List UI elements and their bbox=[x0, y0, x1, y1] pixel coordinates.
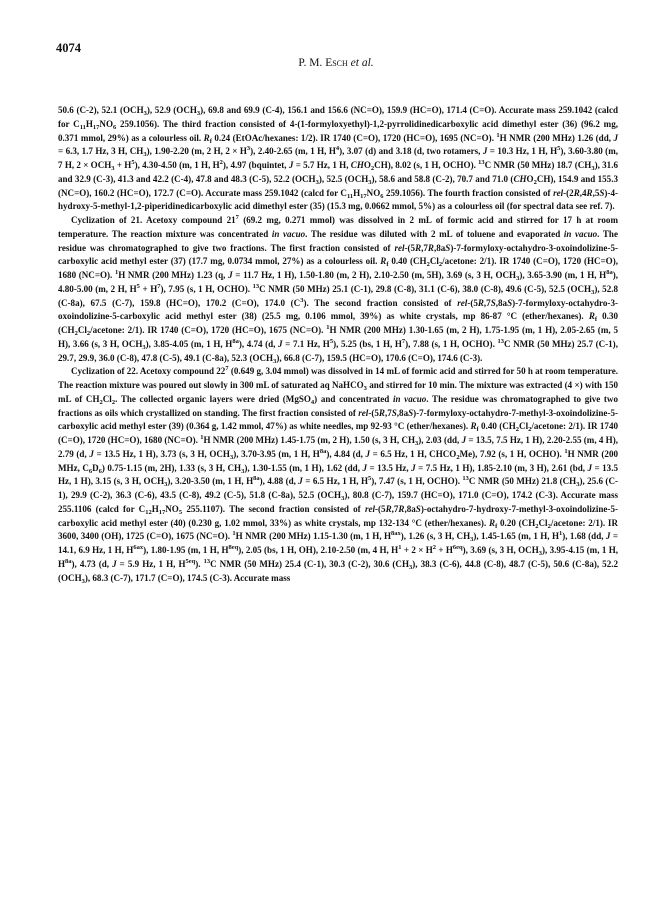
text-run: 2 bbox=[456, 453, 460, 461]
text-run: rel bbox=[358, 407, 369, 418]
text-run: (25.5 mg, 0.106 mmol, 39%) as white crystals, mp 86-87 °C (ether/hexanes). bbox=[256, 311, 589, 322]
text-run: Cl bbox=[77, 325, 87, 335]
text-run: (0.230 g, 1.02 mmol, 33%) as white crystals, mp 132-134 °C (ether/hexanes). bbox=[185, 517, 490, 528]
text-run: Cl bbox=[538, 517, 548, 528]
text-run: 2 bbox=[533, 178, 537, 186]
text-run: = 13.5 Hz, 1 H), 3.15 (s, 3 H, OCH bbox=[58, 462, 618, 487]
text-run: + 2 × H bbox=[401, 545, 433, 555]
text-run: ). bbox=[195, 558, 204, 569]
text-run: 3 bbox=[142, 343, 146, 351]
text-run: 5 bbox=[557, 145, 561, 153]
text-run: 1 bbox=[398, 544, 402, 551]
text-run: 1 bbox=[232, 530, 236, 538]
text-run: ,7 bbox=[391, 503, 399, 514]
text-run: ), 3.20-3.50 (m, 1 H, H bbox=[167, 476, 254, 487]
text-run: (69.2 mg, 0.271 mmol) was dissolved in 2 mL of formic acid and stirred for 17 h at room temperature. The reaction mixture was concentrated bbox=[58, 215, 618, 239]
text-run: S bbox=[391, 407, 397, 418]
text-run: 3 bbox=[143, 151, 147, 159]
text-run: H NMR (200 MHz) 1.26 (dd, bbox=[499, 132, 614, 143]
text-run: 3 bbox=[273, 357, 277, 365]
text-run: R bbox=[378, 407, 385, 418]
text-run: 3 bbox=[300, 296, 304, 304]
text-run: R bbox=[489, 517, 496, 528]
text-run: 0.40 (CH bbox=[388, 256, 427, 267]
text-run: 3 bbox=[415, 440, 419, 447]
text-run: 7 bbox=[157, 282, 161, 290]
text-run: ,8a bbox=[396, 407, 409, 418]
text-run: 3 bbox=[111, 165, 115, 172]
text-run: ,8a bbox=[433, 242, 446, 253]
text-run: and stirred for 10 min. The mixture was extracted (4 ×) with 150 mL of CH bbox=[58, 380, 618, 404]
text-run: R bbox=[586, 187, 593, 198]
text-run: -(5 bbox=[368, 407, 379, 418]
text-run: 6ax bbox=[133, 544, 144, 551]
text-run: H bbox=[353, 187, 361, 198]
text-run: 2 bbox=[528, 426, 532, 434]
text-run: H NMR (200 MHz) 1.30-1.65 (m, 2 H), 1.75-1.95 (m, 1 H), 2.05-2.65 (m, 5 H), 3.66 (s, 3 H, OCH bbox=[58, 325, 618, 349]
text-run: O bbox=[363, 160, 371, 170]
text-run: H bbox=[85, 118, 93, 129]
text-run: C NMR (50 MHz) 25.1 (C-1), 29.8 (C-8), 31.1 (C-6), 38.0 (C-8), 49.6 (C-5), 52.5 (OCH bbox=[259, 283, 592, 294]
text-run: 2 bbox=[111, 398, 116, 406]
text-run: Cl bbox=[102, 393, 112, 404]
text-run: ), 2.05 (bs, 1 H, OH), 2.10-2.50 (m, 4 H, H bbox=[238, 545, 399, 555]
text-run: 8a bbox=[232, 337, 239, 345]
text-run: = 7.5 Hz, 1 H), 1.85-2.10 (m, 3 H), 2.61 (bd, bbox=[415, 462, 588, 473]
text-run: 5 bbox=[178, 508, 183, 516]
text-run: 2 bbox=[515, 426, 520, 434]
text-run: R bbox=[385, 503, 392, 514]
text-run: 6 bbox=[98, 467, 102, 475]
text-run: . The residue was chromatographed to give two fractions as oils which crystallized on standing. The first fraction consisted of bbox=[58, 393, 618, 418]
text-run: )-7-formyloxy-octahydro-3-oxoindolizine-5-carboxylic acid methyl ester (38) bbox=[58, 297, 618, 322]
text-run: ), 5.25 (bs, 1 H, H bbox=[333, 338, 402, 349]
text-run: 6 bbox=[113, 123, 117, 131]
paragraph-cyclization-22 bbox=[58, 365, 618, 585]
text-run: 3 bbox=[470, 536, 474, 544]
text-run: 13 bbox=[252, 282, 260, 290]
text-run: ,7 bbox=[384, 407, 392, 418]
text-run: 5eq bbox=[185, 557, 196, 565]
text-run: 2 bbox=[370, 165, 375, 172]
text-run: 8ax bbox=[391, 530, 401, 538]
text-run: rel bbox=[394, 242, 405, 253]
text-run: 7 bbox=[401, 337, 406, 345]
page-number: 4074 bbox=[56, 41, 81, 55]
text-run: ), 4.74 (d, bbox=[238, 338, 279, 349]
text-run: 2 bbox=[547, 522, 551, 530]
text-run: 4 bbox=[335, 145, 340, 153]
text-run: 2 bbox=[219, 159, 223, 166]
text-run: 21 bbox=[226, 215, 236, 225]
text-run: ,5 bbox=[592, 187, 600, 198]
text-run: 0.30 (CH bbox=[58, 311, 618, 335]
et-al: et al. bbox=[347, 57, 374, 69]
text-run: 3 bbox=[363, 385, 367, 392]
text-run: ), 3.85-4.05 (m, 1 H, H bbox=[145, 338, 233, 349]
text-run: 3 bbox=[196, 110, 201, 117]
text-run: ,8a bbox=[495, 297, 508, 308]
text-run: 12 bbox=[145, 508, 152, 516]
text-run: ), 80.8 (C-7), 159.7 (HC=O), 171.0 (C=O), 174.2 (C-3). Accurate mass 255.1106 (calcd for C bbox=[58, 490, 618, 514]
text-run: 2 bbox=[426, 261, 430, 269]
text-run: 1 bbox=[326, 324, 330, 331]
author-initials: P. M. bbox=[298, 57, 326, 69]
text-run: 8a bbox=[319, 447, 327, 455]
text-run: f bbox=[386, 261, 389, 269]
text-run: (0.364 g, 1.42 mmol, 47%) as white needles, mp 92-93 °C (ether/hexanes). bbox=[183, 421, 471, 432]
text-run: J bbox=[288, 160, 294, 170]
text-run: ), 7.88 (s, 1 H, OCHO). bbox=[405, 338, 498, 349]
text-run: 17 bbox=[360, 192, 367, 200]
text-run: f bbox=[594, 316, 598, 324]
text-run: ), 3.60-3.80 (m, 7 H, 2 × OCH bbox=[58, 146, 618, 170]
text-run: -(5 bbox=[375, 503, 386, 514]
text-run: ), 1.45-1.65 (m, 1 H, H bbox=[473, 531, 559, 542]
text-run: Me), 7.92 (s, 1 H, OCHO). bbox=[459, 448, 565, 459]
text-run: = 6.5 Hz, 1 H, H bbox=[302, 476, 368, 487]
text-run: (0.649 g, 3.04 mmol) was dissolved in 14 mL of formic acid and stirred for 50 h at room temperature. The reaction mixture was poured out slowly in 300 mL of saturated aq NaHCO bbox=[58, 366, 618, 390]
text-run: /acetone: 2/1). IR 3600, 3400 (OH), 1725 (C=O), 1675 (NC=O). bbox=[58, 517, 618, 542]
text-run: + H bbox=[139, 283, 158, 294]
text-run: ), 52.9 (OCH bbox=[146, 105, 197, 115]
text-run: 3 bbox=[516, 275, 520, 282]
text-run: R bbox=[573, 187, 580, 198]
text-run: ), 3.65-3.90 (m, 1 H, H bbox=[519, 270, 607, 280]
text-run: NO bbox=[99, 118, 113, 129]
text-run: C NMR (50 MHz) 21.8 (CH bbox=[468, 476, 577, 487]
text-run: = 13.5, 7.5 Hz, 1 H), 2.20-2.55 (m, 4 H), 2.79 (d, bbox=[58, 435, 618, 459]
text-run: = 10.3 Hz, 1 H, H bbox=[487, 146, 558, 157]
text-run: S bbox=[415, 503, 421, 514]
text-run: -(5 bbox=[467, 297, 478, 308]
text-run: (15.3 mg, 0.0662 mmol, 5%) as a colourless oil (for spectral data see ref. 7). bbox=[324, 201, 615, 212]
text-run: in vacuo bbox=[271, 228, 306, 239]
text-run: 2 bbox=[438, 261, 443, 269]
text-run: 3 bbox=[315, 178, 319, 186]
text-run: ,4 bbox=[579, 187, 587, 198]
text-run: 3 bbox=[81, 577, 85, 585]
text-run: ), 3.95-4.15 (m, 1 H, H bbox=[58, 545, 618, 569]
running-head bbox=[0, 57, 672, 69]
text-run: D bbox=[92, 462, 99, 473]
text-run: H bbox=[151, 503, 159, 514]
text-run: = 6.5 Hz, 1 H, CHCO bbox=[370, 448, 457, 459]
text-run: 3 bbox=[164, 481, 168, 489]
text-run: 0.24 (EtOAc/hexanes: 1/2). IR 1740 (C=O), 1720 (HC=O), 1695 (NC=O). bbox=[211, 132, 497, 143]
paragraph-cyclization-21 bbox=[58, 214, 618, 365]
text-run: (96.2 mg, 0.371 mmol, 29%) as a colourless oil. bbox=[58, 118, 618, 143]
text-run: ), 4.80-5.00 (m, 2 H, H bbox=[58, 270, 618, 294]
text-run: rel bbox=[364, 503, 375, 514]
text-run: Cl bbox=[519, 421, 529, 432]
text-run: 6 bbox=[380, 192, 384, 200]
text-run: Cl bbox=[429, 256, 439, 267]
text-run: ,7 bbox=[421, 242, 428, 253]
text-run: 11 bbox=[346, 192, 354, 200]
text-run: ), 2.03 (dd, bbox=[418, 435, 462, 445]
text-run: 1 bbox=[564, 447, 568, 455]
text-run: 3 bbox=[368, 178, 372, 186]
text-run: /acetone: 2/1). IR 1740 (C=O), 1720 (HC=O), 1675 (NC=O). bbox=[90, 325, 327, 335]
text-run: 5 bbox=[136, 282, 140, 290]
text-run: 3 bbox=[241, 467, 245, 475]
text-run: 1 bbox=[496, 131, 500, 139]
text-run: 2 bbox=[432, 544, 436, 551]
text-run: 1 bbox=[114, 269, 119, 276]
text-run: O bbox=[526, 173, 534, 184]
text-run: ), 4.97 (bquintet, bbox=[222, 160, 289, 170]
text-run: 17 bbox=[158, 508, 166, 516]
text-run: ,7 bbox=[483, 297, 491, 308]
text-run: ), 3.70-3.95 (m, 1 H, H bbox=[233, 448, 320, 459]
text-run: Acetoxy compound bbox=[138, 366, 217, 377]
text-run: 22 bbox=[216, 366, 226, 377]
text-run: -(5 bbox=[404, 242, 416, 253]
text-run: 1 bbox=[559, 530, 563, 538]
text-run: ), 69.8 and 69.9 (C-4), 156.1 and 156.6 (NC=O), 159.9 (HC=O), 171.4 (C=O). Accurate mass 259.1042 (calcd for C bbox=[58, 105, 618, 129]
text-run: J bbox=[605, 531, 611, 542]
text-run: 3 bbox=[576, 481, 580, 489]
text-run: H NMR (200 MHz) 1.45-1.75 (m, 2 H), 1.50 (s, 3 H, CH bbox=[203, 435, 416, 445]
text-run: ), 3.07 (d) and 3.18 (d, two rotamers, bbox=[339, 146, 483, 157]
text-run: Cyclization of 21. bbox=[71, 215, 143, 225]
text-run: = 13.5 Hz, 1 H), 3.73 (s, 3 H, OCH bbox=[93, 448, 230, 459]
text-run: ), 52.5 (OCH bbox=[318, 173, 369, 184]
text-run: = 5.9 Hz, 1 H, H bbox=[116, 558, 186, 569]
article-body bbox=[58, 104, 618, 585]
text-run: = 13.5 Hz, bbox=[366, 462, 412, 473]
text-run: ), 58.6 and 58.8 (C-2), 70.7 and 71.0 ( bbox=[371, 173, 514, 184]
text-run: ), 7.95 (s, 1 H, OCHO). bbox=[160, 283, 253, 294]
text-run: )-7-formyloxy-octahydro-7-methyl-3-oxoindolizine-5-carboxylic acid methyl ester (39) bbox=[58, 407, 618, 432]
text-run: 0.20 (CH bbox=[497, 517, 536, 528]
text-run: 3 bbox=[409, 563, 413, 571]
text-run: 17 bbox=[92, 123, 100, 131]
text-run: 0.40 (CH bbox=[478, 421, 516, 432]
text-run: ), 4.88 (d, bbox=[259, 476, 299, 487]
text-run: 6 bbox=[88, 467, 93, 475]
text-run: /acetone: 2/1). IR 1740 (C=O), 1720 (HC=O), 1680 (NC=O). bbox=[58, 256, 618, 280]
text-run: ), 68.3 (C-7), 171.7 (C=O), 174.5 (C-3). Accurate mass bbox=[84, 572, 291, 583]
text-run: . The residue was chromatographed to give two fractions. The first fraction consisted of bbox=[58, 228, 618, 253]
paragraph-fraction-data bbox=[58, 104, 618, 214]
author-surname: Esch bbox=[325, 57, 348, 69]
text-run: ), 66.8 (C-7), 159.5 (HC=O), 170.6 (C=O), 174.6 (C-3). bbox=[276, 352, 483, 363]
text-run: H NMR (200 MHz) 1.23 (q, bbox=[118, 270, 229, 280]
text-run: ), 25.6 (C-1), 29.9 (C-2), 36.3 (C-6), 43.5 (C-8), 49.2 (C-5), 51.8 (C-8a), 52.5 (OCH bbox=[58, 476, 618, 500]
text-run: Cyclization of 22. bbox=[71, 366, 139, 377]
text-run: R bbox=[588, 311, 595, 322]
text-run: J bbox=[89, 448, 94, 459]
text-run: C NMR (50 MHz) 25.4 (C-1), 30.3 (C-2), 30.6 (CH bbox=[210, 558, 410, 569]
text-run: 8eq bbox=[228, 544, 239, 551]
text-run: J bbox=[461, 435, 467, 445]
text-run: ), 52.8 (C-8a), 67.5 (C-7), 159.8 (HC=O), 170.2 (C=O), 174.0 (C bbox=[58, 283, 618, 308]
text-run: C NMR (50 MHz) 18.7 (CH bbox=[484, 160, 592, 170]
text-run: ), 3.69 (s, 3 H, OCH bbox=[462, 545, 539, 555]
text-run: 1 bbox=[200, 434, 204, 441]
text-run: C NMR (50 MHz) 25.7 (C-1), 29.7, 29.9, 36.0 (C-8), 47.8 (C-5), 49.1 (C-8a), 52.3 (OCH bbox=[58, 338, 618, 363]
text-run: R bbox=[477, 297, 484, 308]
text-run: R bbox=[203, 132, 210, 143]
text-run: R bbox=[427, 242, 434, 253]
text-run: ,8a bbox=[404, 503, 416, 514]
text-run: (17.7 mg, 0.0734 mmol, 27%) as a colourless oil. bbox=[185, 256, 381, 267]
text-run: 50.6 (C-2), 52.1 (OCH bbox=[58, 105, 144, 115]
text-run: 13 bbox=[497, 337, 504, 345]
text-run: CH), 8.02 (s, 1 H, OCHO). bbox=[374, 160, 479, 170]
text-run: J bbox=[278, 338, 283, 349]
text-run: 259.1056). The third fraction consisted of bbox=[116, 118, 290, 129]
text-run: ), 4.30-4.50 (m, 1 H, H bbox=[134, 160, 220, 170]
text-run: 3 bbox=[591, 288, 595, 296]
text-run: . The collected organic layers were dried (MgSO bbox=[115, 393, 311, 404]
text-run: ), 1.90-2.20 (m, 2 H, 2 × H bbox=[146, 146, 247, 157]
text-run: H NMR (200 MHz) 1.15-1.30 (m, 1 H, H bbox=[235, 531, 392, 542]
text-run: )-octahydro-7-hydroxy-7-methyl-3-oxoindolizine-5-carboxylic acid methyl ester (40) bbox=[58, 503, 618, 528]
text-run: f bbox=[495, 522, 498, 530]
text-run: ), 38.3 (C-6), 44.8 (C-8), 48.7 (C-5), 50.6 (C-8a), 52.2 (OCH bbox=[58, 558, 618, 583]
text-run: + H bbox=[114, 160, 132, 170]
text-run: in vacuo bbox=[563, 228, 598, 239]
text-run: CH bbox=[513, 173, 527, 184]
text-run: R bbox=[398, 503, 405, 514]
text-run: rel bbox=[457, 297, 468, 308]
text-run: ), 7.47 (s, 1 H, OCHO). bbox=[371, 476, 463, 487]
text-run: ), 1.26 (s, 3 H, CH bbox=[400, 531, 471, 542]
text-run: 4-(1-formyloxyethyl)-1,2-pyrrolidinedicarboxylic acid dimethyl ester (36) bbox=[289, 118, 578, 129]
text-run: 5 bbox=[367, 475, 372, 483]
text-run: 3 bbox=[143, 110, 147, 117]
text-run: 4 bbox=[310, 398, 315, 406]
text-run: = 6.3, 1.7 Hz, 3 H, CH bbox=[58, 146, 144, 157]
text-run: . The residue was diluted with 2 mL of toluene and evaporated bbox=[305, 228, 564, 239]
text-run: = 7.1 Hz, H bbox=[282, 338, 330, 349]
text-run: J bbox=[362, 462, 367, 473]
text-run: ). The second fraction consisted of bbox=[303, 297, 458, 308]
text-run: R bbox=[470, 421, 477, 432]
text-run: = 5.7 Hz, 1 H, bbox=[293, 160, 351, 170]
text-run: J bbox=[112, 558, 117, 569]
text-run: S bbox=[507, 297, 513, 308]
text-run: J bbox=[411, 462, 416, 473]
text-run: + H bbox=[436, 545, 453, 555]
text-run: ), 4.73 (d, bbox=[71, 558, 113, 569]
text-run: -(2 bbox=[563, 187, 574, 198]
text-run: ), 31.6 and 32.9 (C-3), 41.3 and 42.2 (C-4), 47.8 and 48.3 (C-5), 52.2 (OCH bbox=[58, 160, 618, 184]
text-run: = 11.7 Hz, 1 H), 1.50-1.80 (m, 2 H), 2.10-2.50 (m, 5H), 3.69 (s, 3 H, OCH bbox=[232, 270, 517, 280]
text-run: ), 4.84 (d, bbox=[326, 448, 366, 459]
text-run: J bbox=[482, 146, 488, 157]
text-run: NO bbox=[366, 187, 381, 198]
text-run: S bbox=[445, 242, 451, 253]
text-run: 8a bbox=[253, 475, 260, 483]
text-run: H NMR (200 MHz, C bbox=[58, 448, 618, 473]
text-run: 3 bbox=[538, 550, 542, 557]
text-run: ) 0.75-1.15 (m, 2H), 1.33 (s, 3 H, CH bbox=[101, 462, 242, 473]
text-run: ), 1.68 (dd, bbox=[562, 531, 606, 542]
text-run: 2 bbox=[99, 398, 103, 406]
text-run: 3 bbox=[341, 495, 345, 502]
text-run: 2 bbox=[74, 330, 78, 337]
text-run: ), 1.80-1.95 (m, 1 H, H bbox=[143, 545, 229, 555]
text-run: R bbox=[380, 256, 387, 267]
text-run: R bbox=[415, 242, 422, 253]
text-run: J bbox=[587, 462, 593, 473]
text-run: )-7-formyloxy-octahydro-3-oxoindolizine-5-carboxylic acid methyl ester (37) bbox=[58, 242, 618, 267]
text-run: 13 bbox=[478, 159, 485, 166]
text-run: in vacuo bbox=[392, 393, 427, 404]
text-run: 8a bbox=[606, 269, 613, 276]
text-run: = 14.1, 6.9 Hz, 1 H, H bbox=[58, 531, 618, 555]
text-run: ) and concentrated bbox=[314, 393, 393, 404]
text-run: S bbox=[599, 187, 605, 198]
text-run: 2 bbox=[86, 330, 91, 337]
text-run: Acetoxy compound bbox=[142, 215, 227, 225]
text-run: 3 bbox=[246, 145, 251, 153]
text-run: ), 2.40-2.65 (m, 1 H, H bbox=[250, 146, 336, 157]
text-run: S bbox=[490, 297, 496, 308]
text-run: CH bbox=[350, 160, 364, 170]
text-run: )-4-hydroxy-5-methyl-1,2-piperidinedicarboxylic acid dimethyl ester (35) bbox=[58, 187, 618, 212]
text-run: 3 bbox=[229, 453, 234, 461]
text-run: rel bbox=[553, 187, 564, 198]
text-run: 7 bbox=[235, 214, 239, 221]
text-run: 5 bbox=[131, 159, 135, 166]
text-run: CH), 154.9 and 155.3 (NC=O), 160.2 (HC=O), 172.7 (C=O). Accurate mass 259.1042 (calcd for C bbox=[58, 173, 618, 198]
text-run: f bbox=[209, 137, 212, 145]
text-run: S bbox=[408, 407, 414, 418]
text-run: 2 bbox=[535, 522, 539, 530]
text-run: 255.1107). The second fraction consisted of bbox=[182, 503, 365, 514]
text-run: 6eq bbox=[452, 544, 463, 551]
text-run: 7 bbox=[225, 365, 229, 373]
text-run: 5 bbox=[329, 337, 334, 345]
text-run: 8a bbox=[65, 557, 72, 565]
text-run: ), 1.30-1.55 (m, 1 H), 1.62 (dd, bbox=[244, 462, 363, 473]
text-run: 3 bbox=[591, 165, 595, 172]
text-run: 11 bbox=[79, 123, 86, 131]
text-run: J bbox=[365, 448, 371, 459]
text-run: J bbox=[613, 132, 618, 143]
text-run: /acetone: 2/1). IR 1740 (C=O), 1720 (HC=O), 1680 (NC=O). bbox=[58, 421, 619, 445]
text-run: J bbox=[298, 476, 303, 487]
text-run: 259.1056). The fourth fraction consisted of bbox=[383, 187, 554, 198]
text-run: 13 bbox=[462, 475, 469, 483]
text-run: NO bbox=[165, 503, 179, 514]
text-run: f bbox=[476, 426, 479, 434]
text-run: 13 bbox=[203, 557, 211, 565]
text-run: J bbox=[228, 270, 233, 280]
